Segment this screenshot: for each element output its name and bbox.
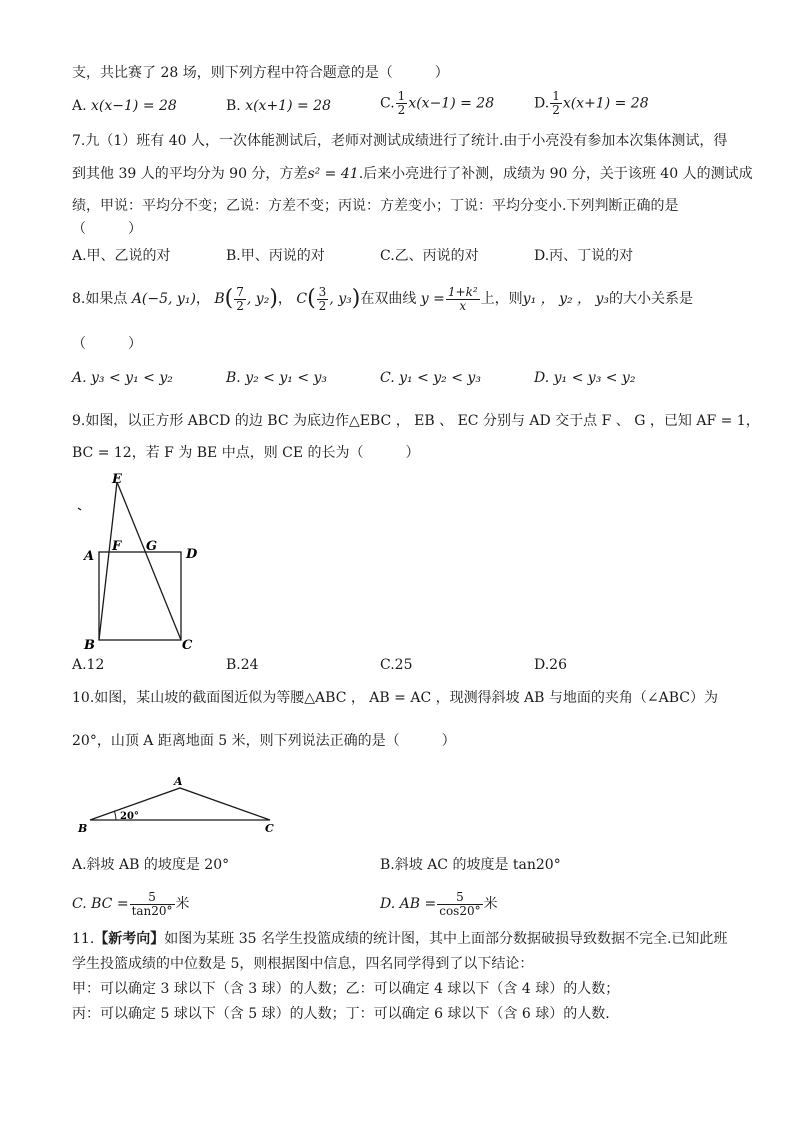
q6-option-a-label: A. — [72, 98, 87, 114]
q10-angle-label: 20° — [120, 811, 139, 822]
q9-label-e: E — [112, 472, 122, 487]
q11-line-1: 11.【新考向】如图为某班 35 名学生投篮成绩的统计图，其中上面部分数据破损导致数据不完全.已知此班 — [72, 931, 728, 947]
q8-point-b-x: $\frac{7}{2}$ — [236, 284, 244, 313]
q9-stray-mark — [78, 508, 81, 510]
q11-line-3: 甲：可以确定 3 球以下（含 3 球）的人数；乙：可以确定 4 球以下（含 4 球）的人数； — [72, 981, 620, 997]
q6-option-b-eq: x(x+1) = 28 — [245, 98, 332, 114]
q7-option-d[interactable]: D.丙、丁说的对 — [534, 248, 634, 264]
q10-option-d-frac: $\frac{5}{\cos 20^\circ}$ — [439, 889, 481, 918]
q9-label-b: B — [84, 638, 95, 653]
q6-option-c-half: $\frac{1}{2}$ — [397, 89, 406, 117]
q9-line-1: 9.如图，以正方形 ABCD 的边 BC 为底边作△EBC ， EB 、 EC 分别与 AD 交于点 F 、 G ，已知 AF = 1， — [72, 413, 760, 429]
q9-segment-eb — [99, 482, 117, 640]
q7-line-4: （ ） — [72, 221, 142, 237]
q8-line-1: 8.如果点 A(−5, y₁)， B( $\frac{7}{2}$ , y₂)， C( $\frac{3}{2}$ , y₃)在双曲线 y = $\frac{\text{1+k²}}{x}$ 上，则y₁ ， y₂ ， y₃的大小关系是 — [72, 284, 694, 313]
q6-option-c-label: C. — [380, 95, 395, 112]
q9-label-c: C — [182, 638, 193, 653]
q9-option-d[interactable]: D.26 — [534, 657, 567, 673]
q7-variance: s² = 41 — [307, 166, 359, 182]
q8-point-b-label: B — [214, 291, 225, 307]
q10-option-d[interactable]: D. AB = $\frac{5}{\cos 20^\circ}$ 米 — [380, 889, 498, 918]
q8-option-d[interactable]: D. y₁ < y₃ < y₂ — [534, 370, 636, 386]
q10-triangle — [90, 788, 270, 820]
q8-option-b[interactable]: B. y₂ < y₁ < y₃ — [226, 370, 328, 386]
q9-label-d: D — [186, 547, 198, 562]
q10-line-1: 10.如图，某山坡的截面图近似为等腰△ABC ， AB = AC ，现测得斜坡 AB 与地面的夹角（∠ABC）为 — [72, 690, 719, 706]
q11-line-4: 丙：可以确定 5 球以下（含 5 球）的人数；丁：可以确定 6 球以下（含 6 球）的人数. — [72, 1006, 610, 1022]
q9-line-2: BC = 12，若 F 为 BE 中点，则 CE 的长为（ ） — [72, 445, 420, 461]
q11-line-2: 学生投篮成绩的中位数是 5，则根据图中信息，四名同学得到了以下结论： — [72, 956, 534, 972]
q7-option-a[interactable]: A.甲、乙说的对 — [72, 248, 171, 264]
q7-line-1: 7.九（1）班有 40 人，一次体能测试后，老师对测试成绩进行了统计.由于小亮没有参加本次集体测试，得 — [72, 133, 728, 149]
q6-option-d-label: D. — [534, 95, 550, 112]
q8-option-c[interactable]: C. y₁ < y₂ < y₃ — [380, 370, 481, 386]
q6-stem: 支，共比赛了 28 场，则下列方程中符合题意的是（ ） — [72, 65, 449, 81]
q9-option-c[interactable]: C.25 — [380, 657, 413, 673]
q10-label-a: A — [174, 775, 183, 788]
q10-angle-arc — [115, 811, 117, 820]
q9-square — [99, 552, 181, 640]
q8-point-a: A(−5, y₁) — [131, 291, 196, 307]
q9-option-a[interactable]: A.12 — [72, 657, 105, 673]
q7-option-c[interactable]: C.乙、丙说的对 — [380, 248, 479, 264]
q10-figure — [76, 770, 286, 840]
q9-label-f: F — [112, 539, 122, 554]
q10-option-b[interactable]: B.斜坡 AC 的坡度是 tan20° — [380, 857, 561, 873]
q6-option-c[interactable] — [380, 90, 494, 117]
q8-paren: （ ） — [72, 336, 142, 352]
q6-option-c-eq: x(x−1) = 28 — [408, 95, 495, 112]
q7-line-2: 到其他 39 人的平均分为 90 分，方差s² = 41.后来小亮进行了补测，成绩为 90 分，关于该班 40 人的测试成 — [72, 166, 753, 182]
q9-label-a: A — [84, 549, 95, 564]
q9-figure — [74, 468, 204, 654]
q10-option-c-frac: $\frac{5}{\tan 20^\circ}$ — [131, 889, 173, 918]
q9-segment-ec — [117, 482, 181, 640]
q7-line-3: 绩，甲说：平均分不变；乙说：方差不变；丙说：方差变小；丁说：平均分变小.下列判断正确的是 — [72, 198, 679, 214]
q6-option-a-eq: x(x−1) = 28 — [91, 98, 177, 114]
q8-curve: $\frac{\text{1+k²}}{x}$ — [447, 284, 478, 313]
q9-option-b[interactable]: B.24 — [226, 657, 259, 673]
q6-option-d-eq: x(x+1) = 28 — [562, 95, 649, 112]
q10-option-c[interactable]: C. BC = $\frac{5}{\tan 20^\circ}$ 米 — [72, 889, 190, 918]
q6-option-b[interactable] — [226, 96, 331, 116]
q11-tag: 【新考向】 — [94, 931, 165, 947]
q6-option-a[interactable] — [72, 96, 177, 116]
q6-option-b-label: B. — [226, 98, 241, 114]
q10-line-2: 20°，山顶 A 距离地面 5 米，则下列说法正确的是（ ） — [72, 733, 456, 749]
q7-option-b[interactable]: B.甲、丙说的对 — [226, 248, 325, 264]
q9-label-g: G — [146, 539, 158, 554]
q8-option-a[interactable]: A. y₃ < y₁ < y₂ — [72, 370, 173, 386]
q6-option-d[interactable] — [534, 90, 649, 117]
q8-vars: y₁ ， y₂ ， y₃ — [522, 291, 610, 307]
q10-label-c: C — [265, 822, 274, 835]
q10-label-b: B — [78, 822, 88, 835]
q8-point-c-label: C — [296, 291, 308, 307]
q10-option-a[interactable]: A.斜坡 AB 的坡度是 20° — [72, 857, 230, 873]
q6-option-d-half: $\frac{1}{2}$ — [552, 89, 560, 117]
q8-point-c-x: $\frac{3}{2}$ — [318, 284, 327, 313]
